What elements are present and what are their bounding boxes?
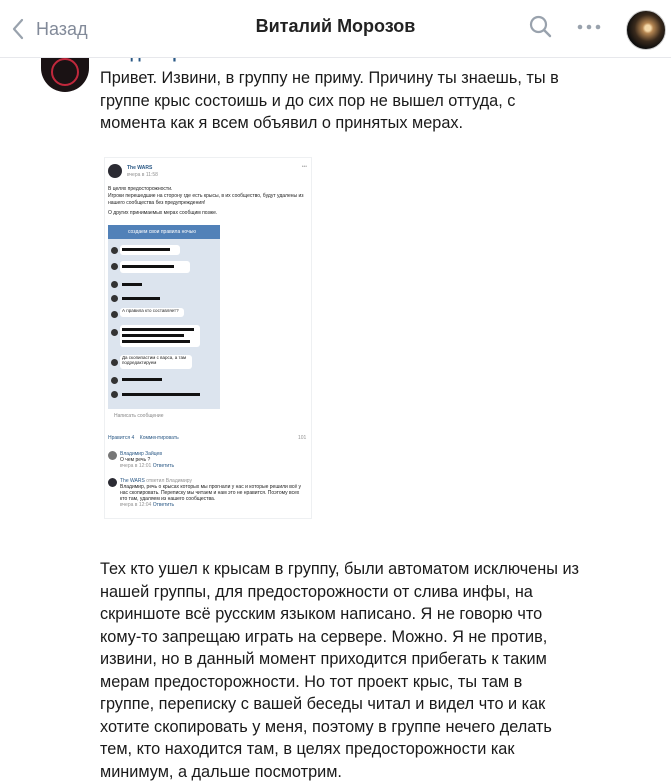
message-text-2: Тех кто ушел к крысам в группу, были автоматом исключены из нашей группы, для предосторожности от слива инфы, на скриншоте всё русским языком написано. Я не говорю что кому-то запрещаю играть на сервере. Можно. Я не против, извини, но в данный момент приходится прибегать к таким мерам предосторожности. Но тот проект крыс, ты там в группе, переписку с вашей беседы читал и видел что и как хотите скопировать у меня, поэтому в группе нечего делать тем, кто находится там, в целях предосторожности как минимум, а дальше посмотрим. [100, 560, 580, 781]
top-bar [0, 0, 671, 58]
group-avatar [108, 164, 122, 178]
shot-post-text: В целях предосторожности. Игроки перешедшие на сторону где есть крысы, в их сообщество, будут удалены из нашего сообщества без предупреждения! О других принимаемых мерах сообщим позже. [108, 186, 304, 216]
page-title: Виталий Морозов [255, 16, 416, 36]
shot-more-icon: ••• [301, 164, 307, 170]
message-text-1: Привет. Извини, в группу не приму. Причину ты знаешь, ты в группе крыс состоишь и до сих пор не вышел оттуда, с момента как я всем объявил о принятых мерах. [100, 69, 559, 132]
shot-post-date: вчера в 11:58 [127, 172, 158, 178]
attached-screenshot[interactable] [104, 157, 312, 519]
more-icon[interactable] [576, 20, 602, 39]
shot-group-name: The WARS [127, 165, 153, 171]
shot-chat-image: создаем свои правила ночью А правила кто составляет? Да скопипастим с варса, а там подредактируем Написать сообщение [108, 225, 220, 421]
contact-avatar[interactable] [626, 10, 666, 50]
search-icon[interactable] [528, 14, 554, 45]
back-label: Назад [36, 18, 88, 39]
shot-comment-2: The WARS ответил Владимиру Владимир, речь о крысах которых мы прогнали у нас и которые решили всё у нас скопировать. Переписку мы читаем и нам это не нравится. Поэтому всех кто там, удаляем из нашего сообщества. вчера в 12:04 Ответить [108, 478, 304, 508]
author-avatar[interactable] [41, 52, 89, 92]
shot-comment-1: Владимир Зайцев О чем речь ? вчера в 12:01 Ответить [108, 451, 304, 469]
shot-actions: Нравится 4 Комментировать 101 [108, 435, 307, 441]
